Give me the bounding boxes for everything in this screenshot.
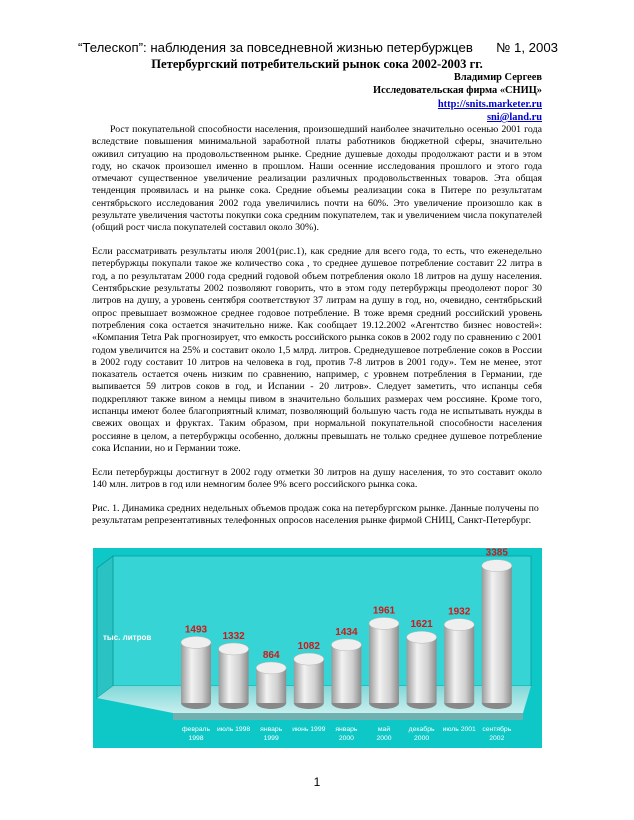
figure-caption: Рис. 1. Динамика средних недельных объемов продаж сока на петербургском рынке. Данные получены по результатам репрезентативных телефонных опросов населения рынке фирмой СНИЦ, Санкт-Петербург. [92,502,539,527]
bar-value-label: 1082 [297,641,320,653]
bar-value-label: 1621 [410,619,433,631]
company-name: Исследовательская фирма «СНИЦ» [373,85,542,97]
x-tick-label: февраль [181,726,211,733]
x-tick-label: 2000 [376,735,392,742]
issue-number: № 1, 2003 [496,40,558,55]
bar-value-label: 864 [262,649,280,661]
chart-canvas [93,548,542,748]
bar [219,643,249,709]
x-tick-label: 2000 [414,735,430,742]
paragraph: Если рассматривать результаты июля 2001(рис.1), как средние для всего года, то есть, что еженедельно петербуржцы покупали такое же количество сока , то среднее душевое потребление составит 22 литра в год, а по результатам 2000 года средний годовой объем потребления около 18 литров на душу населения. Сентябрьские результаты 2002 позволяют говорить, что в этом году петербуржцы преодолеют порог 30 литров на душу, а уровень сентября соответствуют 37 литрам на душу в год, но, очевидно, сентябрьский опрос превышает возможное среднее годовое потребление. В тоже время средний российский уровень потребления сока остается значительно ниже. Как сообщает 19.12.2002 «Агентство бизнес новостей»: «Компания Tetra Pak прогнозирует, что емкость российского рынка соков в 2002 году по сравнению с 2001 годом увеличится на 25% и составит около 1,5 млрд. литров. Среднедушевое потребление соков в России в 2002 году составит 10 литров на человека в год, против 7-8 литров в 2001 году». Тем не менее, этот показатель остается очень низким по сравнению, например, с уровнем потребления в Германии, где выпивается 59 литров соков в год, и Испании - 20 литров». Следует заметить, что испанцы себя подкрепляют также вином а немцы пивом в значительно больших размерах чем россияне. Кроме того, испанцы имеют более благоприятный климат, позволяющий большую часть года не испытывать нужды в свежих овощах и фруктах. Таким образом, при нормальной покупательной способности населения россияне в целом, а петербуржцы особенно, должны превышать не только среднее душевое потребление сока Испании, но и Германии тоже. [92,246,542,454]
x-tick-label: январь [335,726,358,733]
byline [373,71,542,124]
running-header [78,40,558,55]
article-body [92,124,542,532]
email-link[interactable]: sni@land.ru [486,111,542,123]
bar-value-label: 1932 [448,606,471,618]
x-tick-label: январь [260,726,283,733]
x-tick-label: июль 2001 [442,726,476,733]
author-name: Владимир Сергеев [453,72,542,83]
paragraph: Рост покупательной способности населения, произошедший наиболее значительно осенью 2001 года вследствие повышения минимальной заработной платы работников бюджетной сферы, значительно оживил ситуацию на продовольственном рынке. Средние душевые доходы продолжают расти и в этом году, но скачок произошел именно в прошлом. Наши осенние исследования прошлого и этого года отмечают существенное увеличение реализации различных продовольственных товаров. Эта общая тенденция проявилась и на рынке сока. Средние объемы реализации сока в Питере по результатам сентябрьского исследования 2002 года увеличились почти на 60%. Это увеличение произошло как в результате увеличения частоты покупки сока средним покупателем, так и увеличением числа покупателей (общий рост числа покупателей составил около 30%). [92,124,542,234]
x-tick-label: июль 1998 [216,726,251,733]
bar [482,560,512,709]
article-title: Петербургский потребительский рынок сока 2002-2003 гг. [151,57,483,71]
x-tick-label: июнь 1999 [292,726,326,733]
x-tick-label: 2002 [489,735,505,742]
chart-side-wall [97,556,113,698]
x-tick-label: 1998 [188,735,204,742]
y-axis-label: тыс. литров [103,633,152,642]
bar-value-label: 1434 [335,626,358,638]
bar-value-label: 1961 [372,605,396,617]
bar-value-label: 1332 [222,630,245,642]
bar-value-label: 1493 [184,624,208,636]
page-number: 1 [313,775,321,789]
bar [294,653,324,709]
journal-title: “Телескоп”: наблюдения за повседневной жизнью петербуржцев [78,40,473,55]
x-tick-label: май [377,726,391,733]
x-tick-label: сентябрь [482,726,512,733]
website-link[interactable]: http://snits.marketer.ru [437,98,542,110]
x-tick-label: 2000 [338,735,354,742]
sales-chart [93,548,542,748]
paragraph: Если петербуржцы достигнут в 2002 году отметки 30 литров на душу населения, то это составит около 140 млн. литров в год или немногим более 9% всего российского рынка сока. [92,466,542,491]
bar [444,619,474,709]
bar [331,639,361,709]
bar-value-label: 3385 [485,548,508,559]
bar [369,617,399,709]
bar [256,662,286,709]
chart-floor-edge [173,713,523,720]
x-tick-label: декабрь [408,726,435,733]
x-tick-label: 1999 [263,735,279,742]
bar [181,636,211,709]
bar [407,631,437,709]
